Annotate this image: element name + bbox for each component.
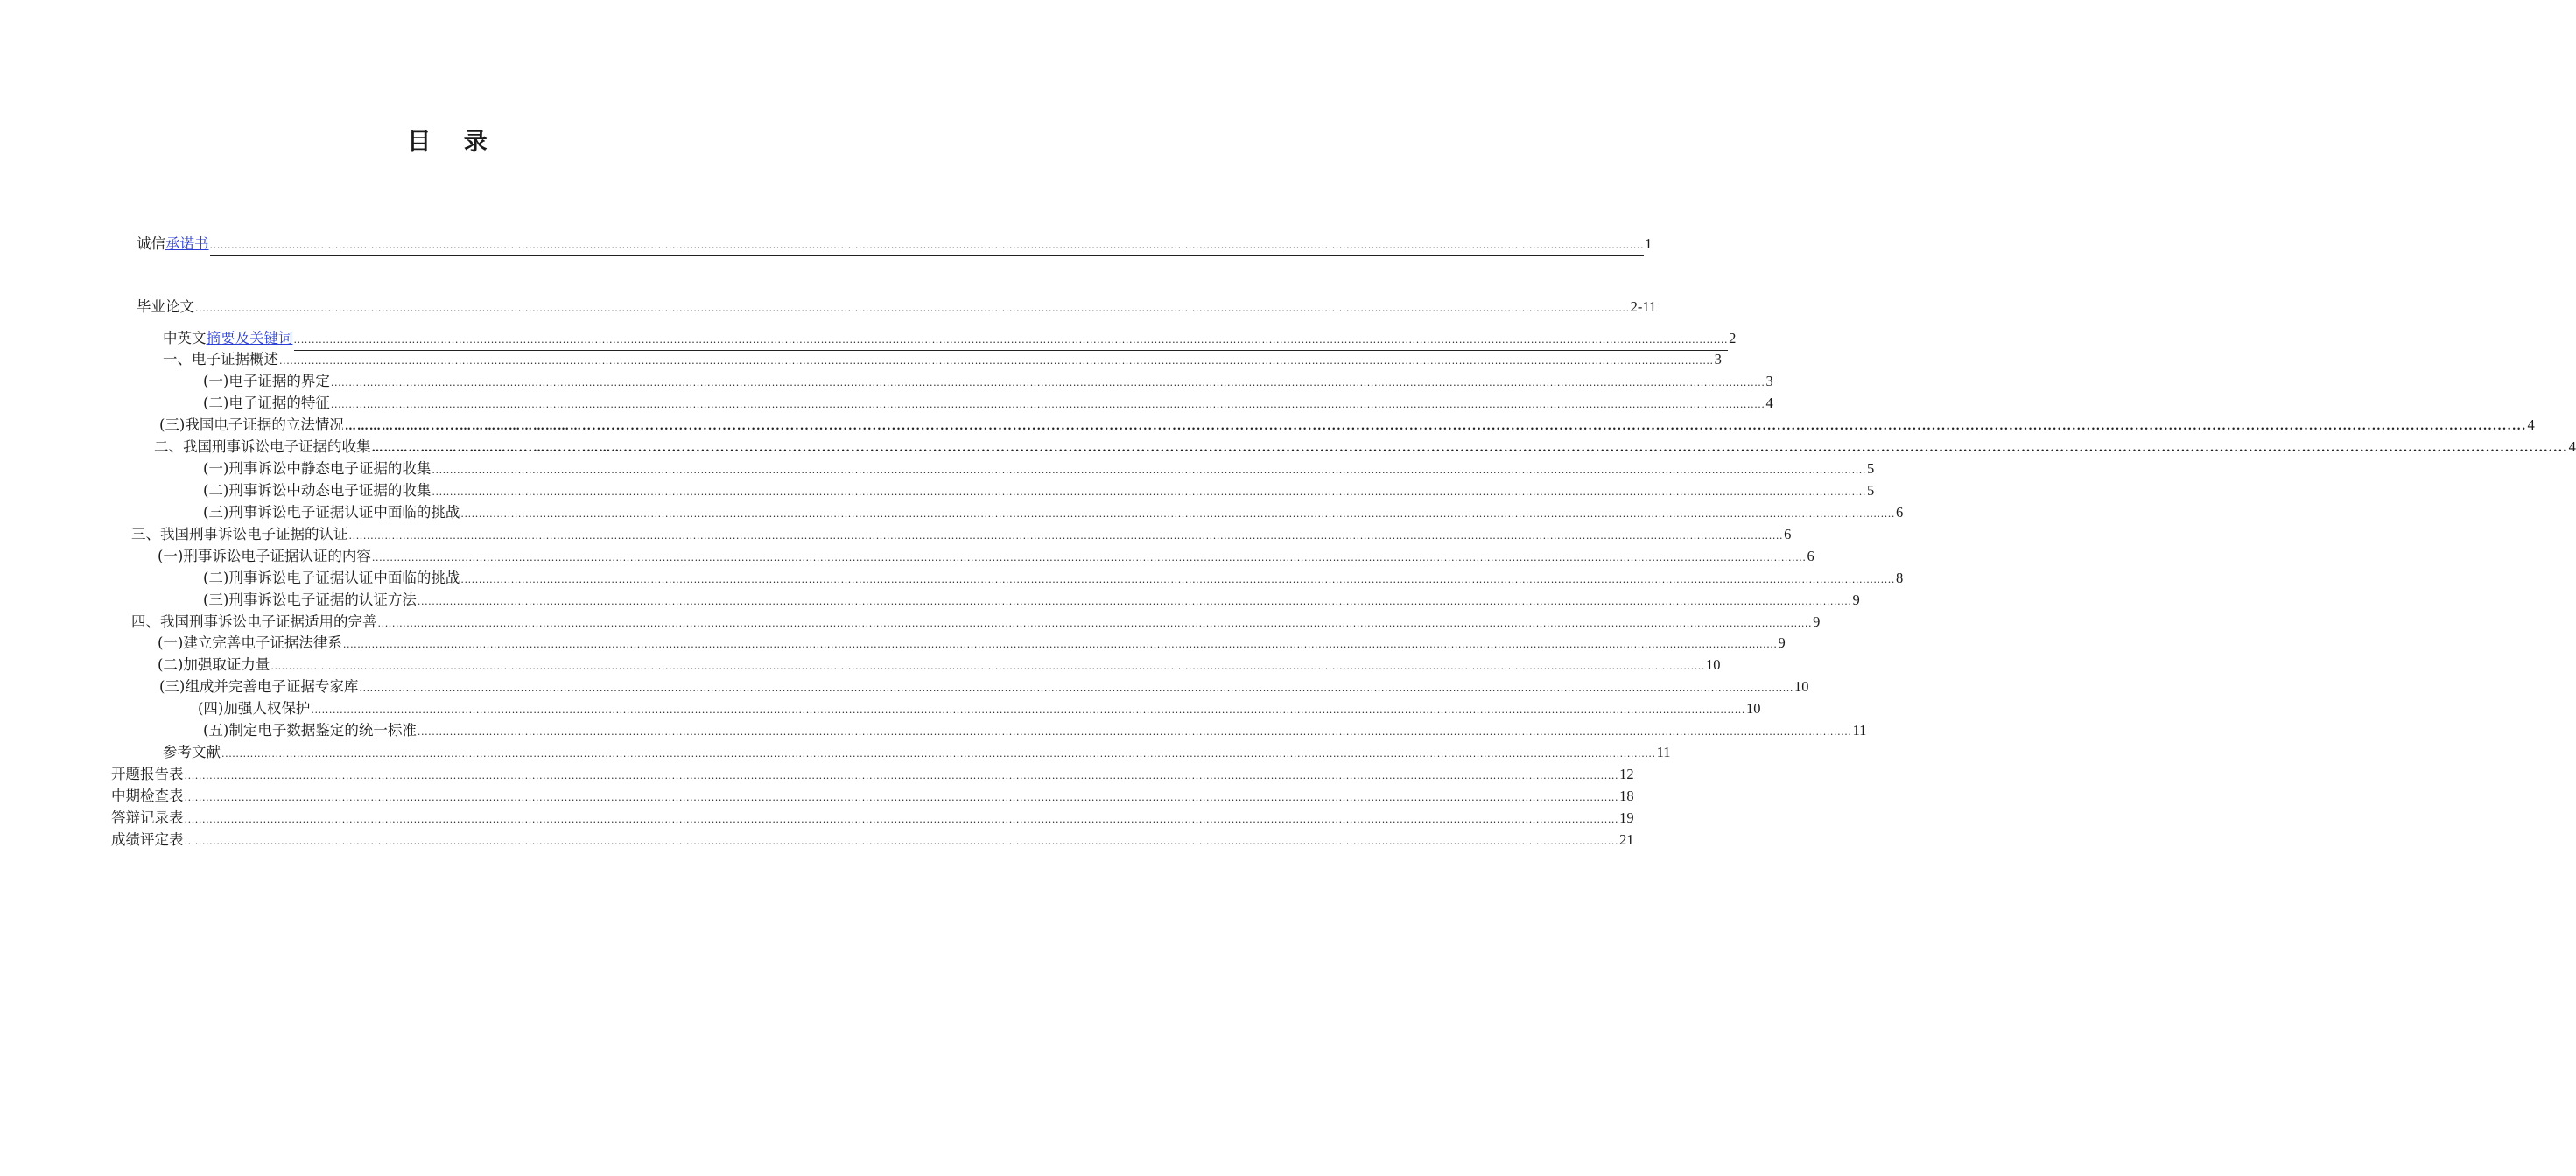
dot-leader: ................................................................................................................................................................................................................................................................................................................................................................................................................	[184, 792, 1619, 803]
toc-page-number: 5	[1867, 482, 1875, 499]
dot-leader: ................................................................................................................................................................................................................................................................................................................................................................................................................	[342, 639, 1778, 650]
toc-entry-title: 开题报告表	[111, 766, 184, 782]
dot-leader: ................................................................................................................................................................................................................................................................................................................................................................................................................	[270, 661, 1706, 672]
toc-entry-title: (五)制定电子数据鉴定的统一标准	[203, 722, 417, 738]
toc-entry[interactable]	[111, 765, 1634, 786]
toc-entry-title: (三)刑事诉讼电子证据的认证方法	[203, 592, 417, 608]
toc-entry-title: 成绩评定表	[111, 831, 184, 848]
toc-page-number: 9	[1852, 592, 1860, 608]
toc-page-number: 1	[1645, 235, 1653, 252]
toc-entry-title: 中期检查表	[111, 788, 184, 804]
dot-leader: ................................................................................................................................................................................................................................................................................................................................................................................................................	[432, 486, 1867, 498]
toc-page-number: 9	[1778, 634, 1786, 651]
toc-page-number: 5	[1867, 460, 1875, 477]
toc-entry-title: 中英文	[163, 330, 207, 346]
dot-leader: ................................................................................................................................................................................................................................................................................................................................................................................................................	[359, 682, 1794, 694]
dot-leader: ................................................................................................................................................................................................................................................................................................................................................................................................................	[460, 574, 1896, 585]
toc-entry[interactable]	[203, 591, 1860, 612]
toc-page-number: 6	[1896, 504, 1904, 521]
dot-leader: ................................................................................................................................................................................................................................................................................................................................................................................................................	[294, 331, 1729, 351]
toc-page-number: 10	[1794, 678, 1809, 695]
toc-entry-title: (二)电子证据的特征	[203, 395, 330, 411]
toc-page-number: 10	[1746, 700, 1761, 717]
toc-page-number: 2-11	[1630, 298, 1657, 315]
toc-entry-title: (一)刑事诉讼电子证据认证的内容	[158, 548, 371, 564]
dot-leader: ................................................................................................................................................................................................................................................................................................................................................................................................................	[348, 530, 1784, 542]
toc-page-number: 6	[1807, 548, 1814, 564]
toc-page-number: 6	[1784, 526, 1792, 542]
dot-leader: ................................................................................................................................................................................................................................................................................................................................................................................................................	[184, 836, 1619, 847]
toc-entry-title: (三)我国电子证据的立法情况	[159, 416, 344, 433]
toc-entry-title: 一、电子证据概述	[163, 351, 278, 368]
toc-entry[interactable]	[154, 438, 2576, 458]
toc-entry-title: 四、我国刑事诉讼电子证据适用的完善	[131, 613, 377, 630]
toc-entry[interactable]	[203, 721, 1867, 742]
toc-entry-title: (四)加强人权保护	[198, 700, 311, 717]
dot-leader: ………………………………...……......………..................................................................................................................................................................................................................................................................................................................................................................................................................	[371, 442, 2568, 455]
dot-leader: ................................................................................................................................................................................................................................................................................................................................................................................................................	[432, 465, 1867, 476]
toc-page-number: 11	[1852, 722, 1867, 738]
toc-entry[interactable]	[159, 677, 1809, 698]
toc-page-number: 4	[2527, 416, 2535, 433]
toc-entry-title: (三)刑事诉讼电子证据认证中面临的挑战	[203, 504, 460, 521]
dot-leader: ................................................................................................................................................................................................................................................................................................................................................................................................................	[417, 726, 1852, 738]
toc-entry[interactable]	[159, 416, 2535, 437]
toc-entry[interactable]	[203, 372, 1773, 393]
dot-leader: ................................................................................................................................................................................................................................................................................................................................................................................................................	[417, 596, 1852, 607]
toc-page-number: 11	[1656, 744, 1671, 760]
toc-entry-title: 二、我国刑事诉讼电子证据的收集	[154, 438, 371, 455]
toc-entry-link[interactable]: 承诺书	[165, 235, 209, 252]
toc-entry-title: (二)刑事诉讼电子证据认证中面临的挑战	[203, 570, 460, 586]
dot-leader: ................................................................................................................................................................................................................................................................................................................................................................................................................	[195, 303, 1630, 314]
dot-leader: ................................................................................................................................................................................................................................................................................................................................................................................................................	[184, 770, 1619, 781]
dot-leader: ................................................................................................................................................................................................................................................................................................................................................................................................................	[210, 236, 1645, 256]
dot-leader: ................................................................................................................................................................................................................................................................................................................................................................................................................	[184, 814, 1619, 825]
dot-leader: ................................................................................................................................................................................................................................................................................................................................................................................................................	[371, 552, 1807, 564]
toc-entry-title: (一)建立完善电子证据法律系	[158, 634, 342, 651]
toc-page-number: 9	[1813, 613, 1821, 630]
toc-entry[interactable]	[111, 830, 1634, 851]
toc-page-number: 3	[1714, 351, 1722, 368]
dot-leader: ................................................................................................................................................................................................................................................................................................................................................................................................................	[377, 618, 1813, 629]
toc-entry[interactable]	[203, 569, 1904, 590]
dot-leader: ................................................................................................................................................................................................................................................................................................................................................................................................................	[311, 704, 1746, 716]
toc-entry-title: (三)组成并完善电子证据专家库	[159, 678, 359, 695]
dot-leader: …………………......…………………………..................................................................................................................................................................................................................................................................................................................................................................................................................	[344, 420, 2527, 433]
toc-entry-title: (二)刑事诉讼中动态电子证据的收集	[203, 482, 432, 499]
toc-entry[interactable]	[163, 329, 1737, 351]
toc-page-number: 18	[1619, 788, 1634, 804]
toc-entry-title: 参考文献	[163, 744, 221, 760]
toc-page-number: 21	[1619, 831, 1634, 848]
toc-entry[interactable]	[111, 808, 1634, 830]
toc-page-number: 19	[1619, 809, 1634, 826]
toc-title: 目 录	[407, 129, 500, 156]
toc-entry[interactable]	[158, 655, 1721, 676]
dot-leader: ................................................................................................................................................................................................................................................................................................................................................................................................................	[279, 355, 1714, 367]
toc-entry[interactable]	[137, 234, 1653, 256]
toc-entry-title: (一)电子证据的界定	[203, 373, 330, 389]
dot-leader: ................................................................................................................................................................................................................................................................................................................................................................................................................	[460, 508, 1896, 520]
toc-entry-link[interactable]: 摘要及关键词	[206, 330, 293, 346]
toc-page-number: 4	[2568, 438, 2576, 455]
toc-entry[interactable]	[203, 394, 1773, 415]
toc-page-number: 10	[1706, 656, 1721, 673]
dot-leader: ................................................................................................................................................................................................................................................................................................................................................................................................................	[330, 377, 1765, 388]
dot-leader: ................................................................................................................................................................................................................................................................................................................................................................................................................	[221, 748, 1656, 760]
toc-page-number: 12	[1619, 766, 1634, 782]
toc-entry[interactable]	[203, 481, 1875, 502]
toc-entry[interactable]	[158, 634, 1786, 654]
toc-page-number: 8	[1896, 570, 1904, 586]
toc-entry[interactable]	[163, 350, 1722, 371]
toc-page-number: 4	[1765, 395, 1773, 411]
toc-entry-title: 三、我国刑事诉讼电子证据的认证	[131, 526, 348, 542]
toc-entry[interactable]	[131, 612, 1821, 634]
toc-entry[interactable]	[203, 503, 1904, 524]
toc-entry[interactable]	[203, 459, 1875, 480]
toc-entry-title: (二)加强取证力量	[158, 656, 270, 673]
dot-leader: ................................................................................................................................................................................................................................................................................................................................................................................................................	[330, 399, 1765, 410]
toc-entry[interactable]	[131, 525, 1792, 546]
toc-entry-title: 诚信	[137, 235, 165, 252]
toc-entry[interactable]	[111, 787, 1634, 808]
toc-page-number: 3	[1765, 373, 1773, 389]
toc-entry[interactable]	[198, 699, 1761, 720]
toc-entry-title: 毕业论文	[137, 298, 194, 315]
toc-page-number: 2	[1729, 330, 1737, 346]
toc-entry-title: (一)刑事诉讼中静态电子证据的收集	[203, 460, 432, 477]
toc-entry-title: 答辩记录表	[111, 809, 184, 826]
toc-entry[interactable]	[137, 298, 1657, 318]
toc-entry[interactable]	[163, 743, 1671, 764]
toc-entry[interactable]	[158, 547, 1814, 568]
